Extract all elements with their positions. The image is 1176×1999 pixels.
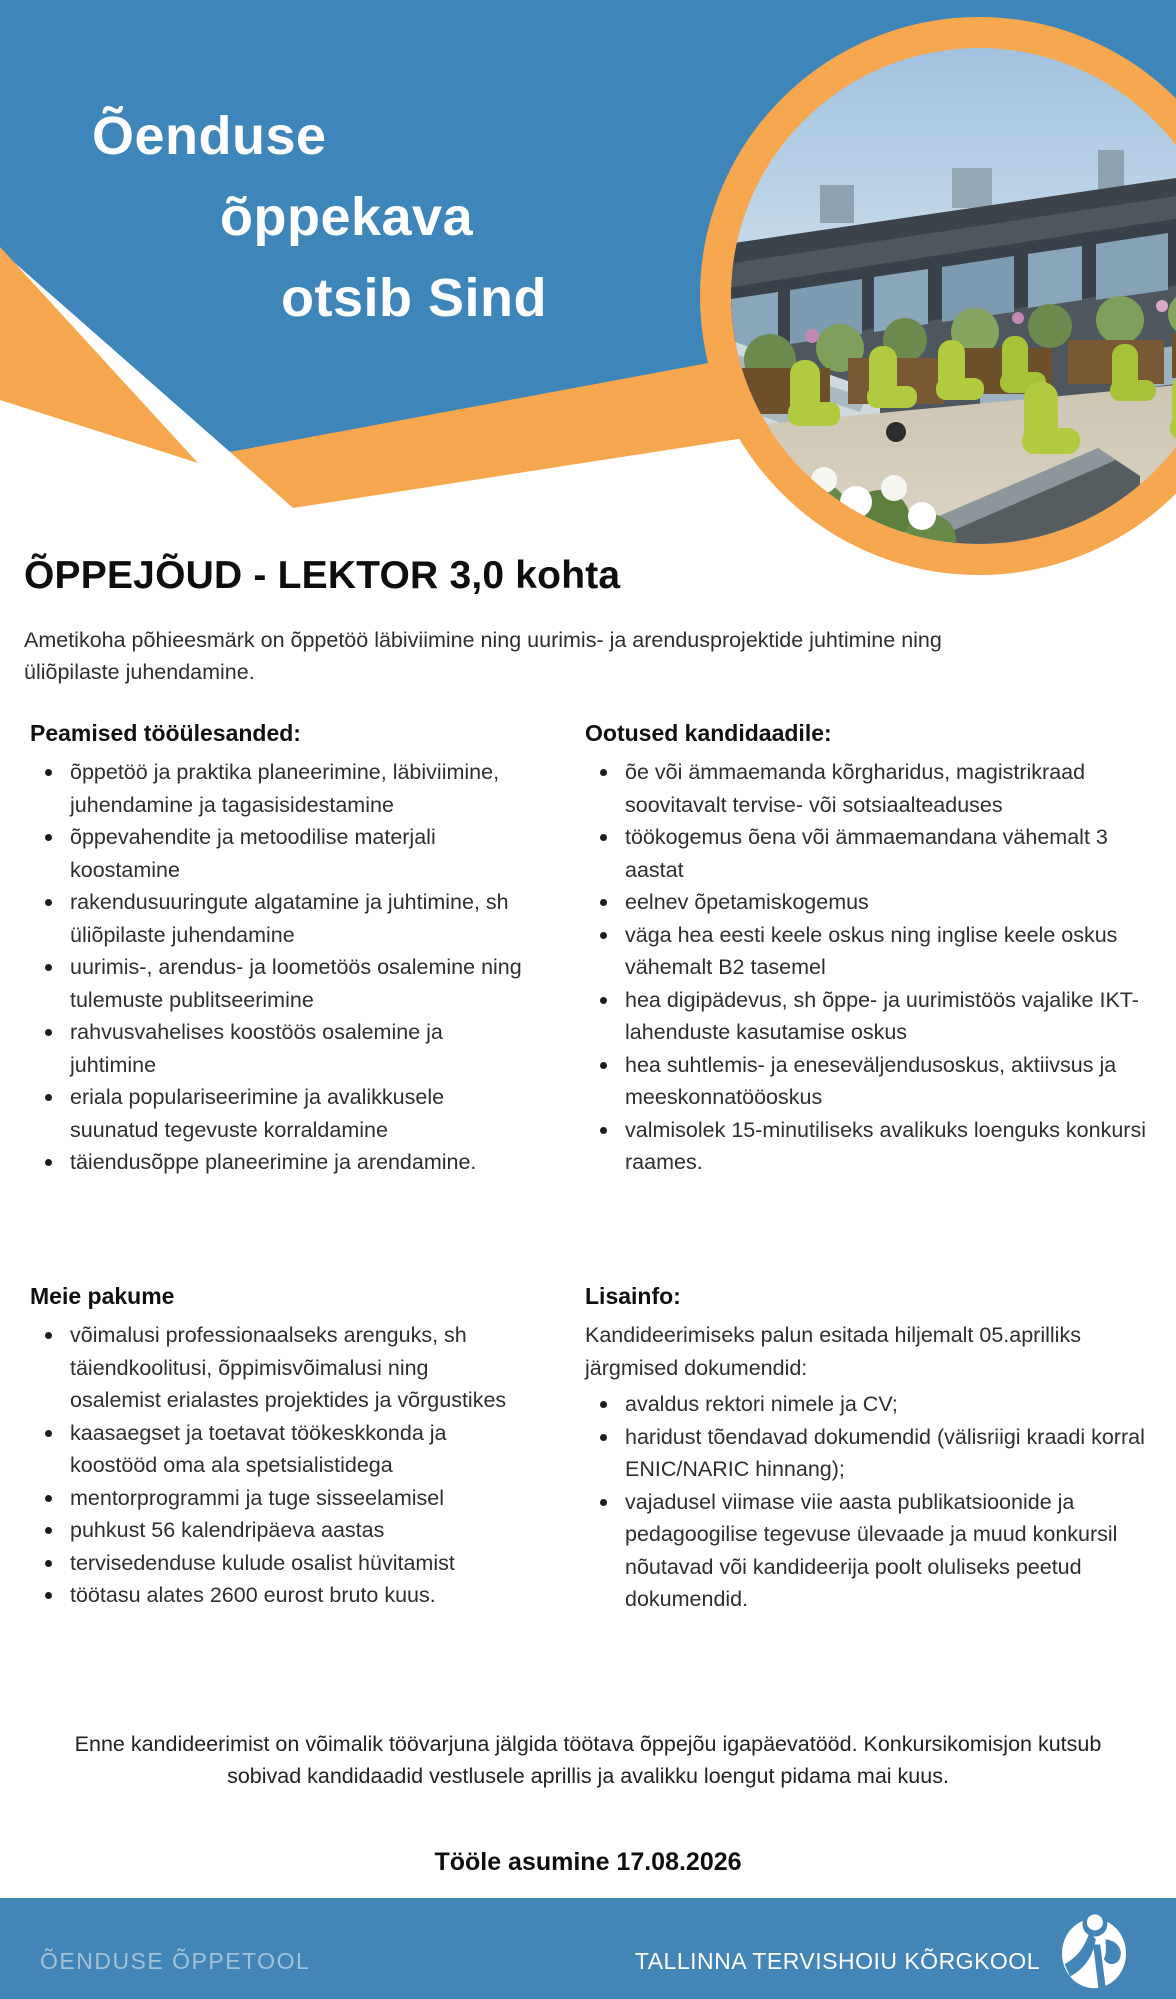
footer-bar xyxy=(0,1898,1176,1999)
list-item: väga hea eesti keele oskus ning inglise keele oskus vähemalt B2 tasemel xyxy=(585,919,1157,984)
list-item: vajadusel viimase viie aasta publikatsioonide ja pedagoogilise tegevuse ülevaade ja muud konkursil nõutavad või kandideerija poolt oluliseks peetud dokumendid. xyxy=(585,1486,1157,1616)
section-offer xyxy=(30,1281,522,1612)
list-item: uurimis-, arendus- ja loometöös osalemine ning tulemuste publitseerimine xyxy=(30,951,522,1016)
list-item: avaldus rektori nimele ja CV; xyxy=(585,1388,1157,1421)
list-item: puhkust 56 kalendripäeva aastas xyxy=(30,1514,522,1547)
list-item: valmisolek 15-minutiliseks avalikuks loenguks konkursi raames. xyxy=(585,1114,1157,1179)
section-info-list xyxy=(585,1388,1157,1616)
list-item: õppevahendite ja metoodilise materjali koostamine xyxy=(30,821,522,886)
list-item: õe või ämmaemanda kõrgharidus, magistrikraad soovitavalt tervise- või sotsiaalteaduses xyxy=(585,756,1157,821)
footer-department-label: ÕENDUSE ÕPPETOOL xyxy=(40,1948,311,1974)
section-expectations xyxy=(585,718,1157,1179)
start-date: Tööle asumine 17.08.2026 xyxy=(434,1848,742,1876)
list-item: hea suhtlemis- ja eneseväljendusoskus, aktiivsus ja meeskonnatööoskus xyxy=(585,1049,1157,1114)
list-item: täiendusõppe planeerimine ja arendamine. xyxy=(30,1146,522,1179)
list-item: haridust tõendavad dokumendid (välisriigi kraadi korral ENIC/NARIC hinnang); xyxy=(585,1421,1157,1486)
hero-title-line: Õenduse xyxy=(92,106,327,166)
college-logo-icon xyxy=(1054,1909,1134,1989)
section-tasks xyxy=(30,718,522,1179)
list-item: rahvusvahelises koostöös osalemine ja juhtimine xyxy=(30,1016,522,1081)
section-offer-list xyxy=(30,1319,522,1612)
list-item: õppetöö ja praktika planeerimine, läbiviimine, juhendamine ja tagasisidestamine xyxy=(30,756,522,821)
section-expectations-list xyxy=(585,756,1157,1179)
section-info-heading: Lisainfo: xyxy=(585,1283,681,1309)
job-title: ÕPPEJÕUD - LEKTOR 3,0 kohta xyxy=(24,554,621,598)
section-tasks-heading: Peamised tööülesanded: xyxy=(30,720,301,746)
list-item: mentorprogrammi ja tuge sisseelamisel xyxy=(30,1482,522,1515)
section-tasks-list xyxy=(30,756,522,1179)
section-info xyxy=(585,1281,1157,1616)
list-item: töökogemus õena või ämmaemandana vähemalt 3 aastat xyxy=(585,821,1157,886)
closing-note: Enne kandideerimist on võimalik töövarjuna jälgida töötava õppejõu igapäevatööd. Konkursikomisjon kutsub sobivad kandidaadid vestlusele aprillis ja avalikku loengut pidama mai kuus. xyxy=(74,1731,1102,1788)
hero-title-line: õppekava xyxy=(220,187,474,247)
footer-organization-label: TALLINNA TERVISHOIU KÕRGKOOL xyxy=(634,1948,1040,1974)
list-item: võimalusi professionaalseks arenguks, sh täiendkoolitusi, õppimisvõimalusi ning osalemist erialastes projektides ja võrgustikes xyxy=(30,1319,522,1417)
section-info-intro: Kandideerimiseks palun esitada hiljemalt 05.aprilliks järgmised dokumendid: xyxy=(585,1323,1081,1380)
list-item: kaasaegset ja toetavat töökeskkonda ja koostööd oma ala spetsialistidega xyxy=(30,1417,522,1482)
list-item: töötasu alates 2600 eurost bruto kuus. xyxy=(30,1579,522,1612)
list-item: eriala populariseerimine ja avalikkusele suunatud tegevuste korraldamine xyxy=(30,1081,522,1146)
list-item: eelnev õpetamiskogemus xyxy=(585,886,1157,919)
section-expectations-heading: Ootused kandidaadile: xyxy=(585,720,832,746)
hero-title-line: otsib Sind xyxy=(281,268,547,328)
hero-title xyxy=(92,96,547,339)
list-item: tervisedenduse kulude osalist hüvitamist xyxy=(30,1547,522,1580)
section-offer-heading: Meie pakume xyxy=(30,1283,175,1309)
list-item: rakendusuuringute algatamine ja juhtimine, sh üliõpilaste juhendamine xyxy=(30,886,522,951)
list-item: hea digipädevus, sh õppe- ja uurimistöös vajalike IKT-lahenduste kasutamise oskus xyxy=(585,984,1157,1049)
job-intro: Ametikoha põhieesmärk on õppetöö läbiviimine ning uurimis- ja arendusprojektide juhtimine ning üliõpilaste juhendamine. xyxy=(24,627,942,684)
